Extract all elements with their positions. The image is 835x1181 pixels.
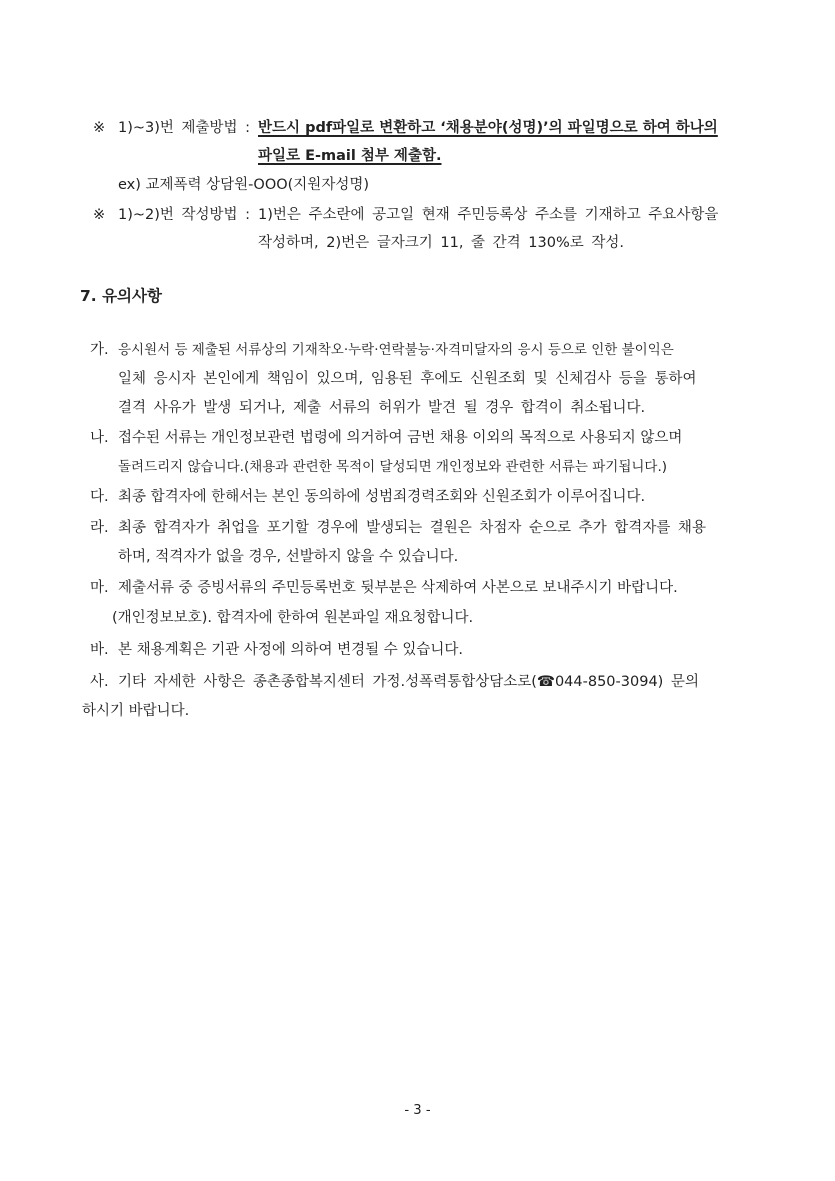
notice-item-line: 기타 자세한 사항은 종촌종합복지센터 가정.성폭력통합상담소로(☎044-850-3094) 문의: [118, 674, 699, 690]
notice-item-line: 하시기 바랍니다.: [82, 703, 190, 719]
notice-item-line: 응시원서 등 제출된 서류상의 기재착오·누락·연락불능·자격미달자의 응시 등으로 인한 불이익은: [118, 342, 674, 358]
notice-item-marker: 바.: [90, 642, 109, 658]
notice-item-line: 제출서류 중 증빙서류의 주민등록번호 뒷부분은 삭제하여 사본으로 보내주시기 바랍니다.: [118, 580, 678, 596]
notice-item-line: 결격 사유가 발생 되거나, 제출 서류의 허위가 발견 될 경우 합격이 취소됩니다.: [118, 400, 646, 416]
notice-item-marker: 가.: [90, 342, 109, 358]
submission-method-text-2: 파일로 E-mail 첨부 제출함.: [258, 148, 442, 164]
notice-item-line: 최종 합격자에 한해서는 본인 동의하에 성범죄경력조회와 신원조회가 이루어집니다.: [118, 489, 646, 505]
writing-method-label: 1)~2)번 작성방법 :: [118, 207, 251, 223]
notice-item-marker: 나.: [90, 430, 109, 446]
notice-item-line: (개인정보보호). 합격자에 한하여 원본파일 재요청합니다.: [112, 610, 474, 626]
section-heading: 7. 유의사항: [80, 287, 162, 305]
notice-item-line: 최종 합격자가 취업을 포기할 경우에 발생되는 결원은 차점자 순으로 추가 합격자를 채용: [118, 520, 706, 536]
notice-item-marker: 마.: [90, 580, 109, 596]
submission-method-line-2: [258, 146, 441, 166]
page-number: - 3 -: [404, 1103, 431, 1118]
notice-item-line: 일체 응시자 본인에게 책임이 있으며, 임용된 후에도 신원조회 및 신체검사 등을 통하여: [118, 371, 697, 387]
submission-method-label: 1)~3)번 제출방법 :: [118, 120, 251, 136]
writing-method-line-1: 1)번은 주소란에 공고일 현재 주민등록상 주소를 기재하고 주요사항을: [258, 207, 719, 223]
submission-method-text-1: 반드시 pdf파일로 변환하고 ‘채용분야(성명)’의 파일명으로 하여 하나의: [258, 120, 718, 136]
notice-item-line: 하며, 적격자가 없을 경우, 선발하지 않을 수 있습니다.: [118, 549, 459, 565]
notice-item-line: 접수된 서류는 개인정보관련 법령에 의거하여 금번 채용 이외의 목적으로 사용되지 않으며: [118, 430, 683, 446]
notice-item-marker: 다.: [90, 489, 109, 505]
filename-example: ex) 교제폭력 상담원-OOO(지원자성명): [118, 177, 369, 193]
writing-method-line-2: 작성하며, 2)번은 글자크기 11, 줄 간격 130%로 작성.: [258, 235, 624, 251]
writing-method-mark: ※: [93, 207, 106, 223]
notice-item-line: 돌려드리지 않습니다.(채용과 관련한 목적이 달성되면 개인정보와 관련한 서류는 파기됩니다.): [118, 459, 668, 475]
notice-item-marker: 라.: [90, 520, 109, 536]
submission-method-line-1: [258, 118, 755, 138]
notice-item-marker: 사.: [90, 674, 109, 690]
submission-method-mark: ※: [93, 120, 106, 136]
notice-item-line: 본 채용계획은 기관 사정에 의하여 변경될 수 있습니다.: [118, 642, 464, 658]
